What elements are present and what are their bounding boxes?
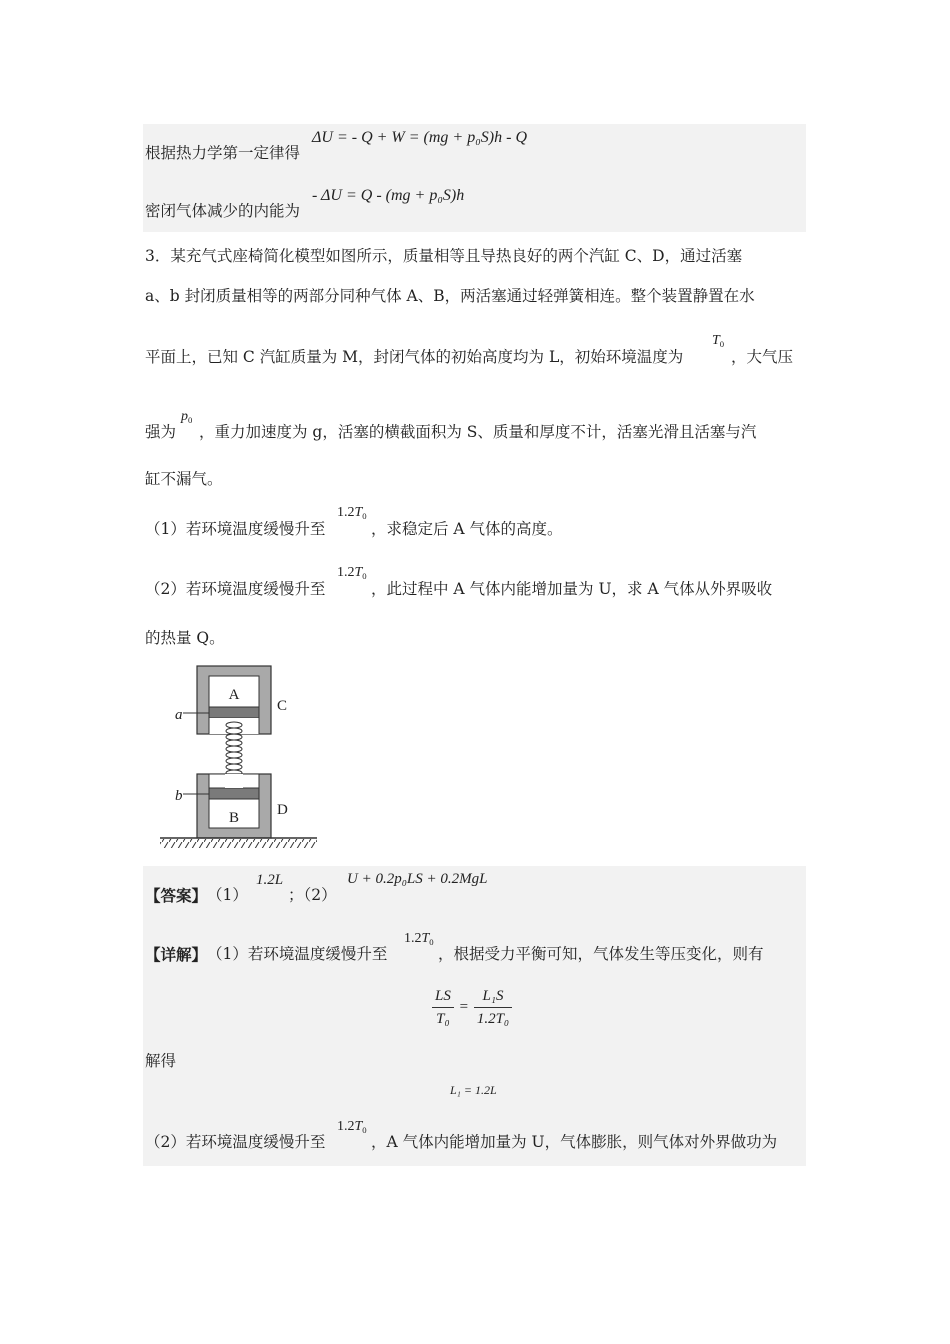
detail-line1b: ，根据受力平衡可知，气体发生等压变化，则有 [438,945,764,963]
math-1.2T0-q2: $1.2T_0$ [337,565,367,582]
detail-line2b: ，A 气体内能增加量为 U，气体膨胀，则气体对外界做功为 [371,1133,778,1151]
question-1b: ，求稳定后 A 气体的高度。 [371,520,563,538]
answer-separator: ；（2） [288,886,337,904]
problem-line-3b: ，大气压 [731,348,794,366]
answer-part1-label: （1） [207,886,248,904]
math-1.2T0-q1: $1.2T_0$ [337,505,367,522]
question-2c: 的热量 Q。 [145,629,225,647]
piston-a [209,707,259,718]
gas-law-equation: $\frac{LS}{\text{T₀}}$ = $\frac{\text{L₁S}}{\text{1.2T₀}}$ [432,988,512,1027]
prev-line2-equation: - ΔU = Q - (mg + p₀S)h [312,187,465,204]
cylinder-diagram [155,662,335,852]
label-piston-a: a [175,707,183,723]
eq-left-numerator: LS [432,988,454,1008]
piston-b [209,788,259,799]
detail-line2a: （2）若环境温度缓慢升至 [145,1133,326,1151]
answer-2: U + 0.2p₀LS + 0.2MgL [347,871,488,887]
question-2b: ，此过程中 A 气体内能增加量为 U，求 A 气体从外界吸收 [371,580,773,598]
math-T0-initial: $T_0$ [712,333,725,350]
label-gas-b: B [228,810,240,826]
math-p0: $p_0$ [181,409,193,426]
eq-left-denominator: T₀ [436,1010,450,1027]
detail-line1a: （1）若环境温度缓慢升至 [207,945,388,963]
ground [160,838,317,848]
problem-line-5: 缸不漏气。 [145,470,223,488]
eq-right-denominator: 1.2T₀ [476,1010,510,1027]
problem-line-3a: 平面上，已知 C 汽缸质量为 M，封闭气体的初始高度均为 L，初始环境温度为 [145,348,684,366]
answer-1: 1.2L [256,872,284,888]
label-cylinder-c: C [277,698,288,714]
detail-label: 【详解】 [145,945,208,964]
problem-line-4a: 强为 [145,423,177,441]
detail-result: L₁ = 1.2L [450,1083,497,1097]
problem-line-2: a、b 封闭质量相等的两部分同种气体 A、B，两活塞通过轻弹簧相连。整个装置静置在水 [145,287,755,305]
label-piston-b: b [175,788,183,804]
prev-line1-text: 根据热力学第一定律得 [145,144,301,162]
problem-line-4b: ，重力加速度为 g，活塞的横截面积为 S、质量和厚度不计，活塞光滑且活塞与汽 [199,423,757,441]
problem-line-1: 3．某充气式座椅简化模型如图所示，质量相等且导热良好的两个汽缸 C、D，通过活塞 [145,247,743,265]
question-2a: （2）若环境温度缓慢升至 [145,580,326,598]
eq-right-numerator: L₁S [474,988,512,1008]
label-gas-a: A [228,687,240,703]
math-1.2T0-detail2: $1.2T_0$ [337,1119,367,1136]
question-1a: （1）若环境温度缓慢升至 [145,520,326,538]
prev-line1-equation: ΔU = - Q + W = (mg + p₀S)h - Q [312,129,527,146]
prev-line2-text: 密闭气体减少的内能为 [145,202,301,220]
answer-label: 【答案】 [145,886,208,905]
label-cylinder-d: D [277,802,288,818]
detail-solve: 解得 [145,1052,177,1070]
math-1.2T0-detail1: $1.2T_0$ [404,931,434,948]
